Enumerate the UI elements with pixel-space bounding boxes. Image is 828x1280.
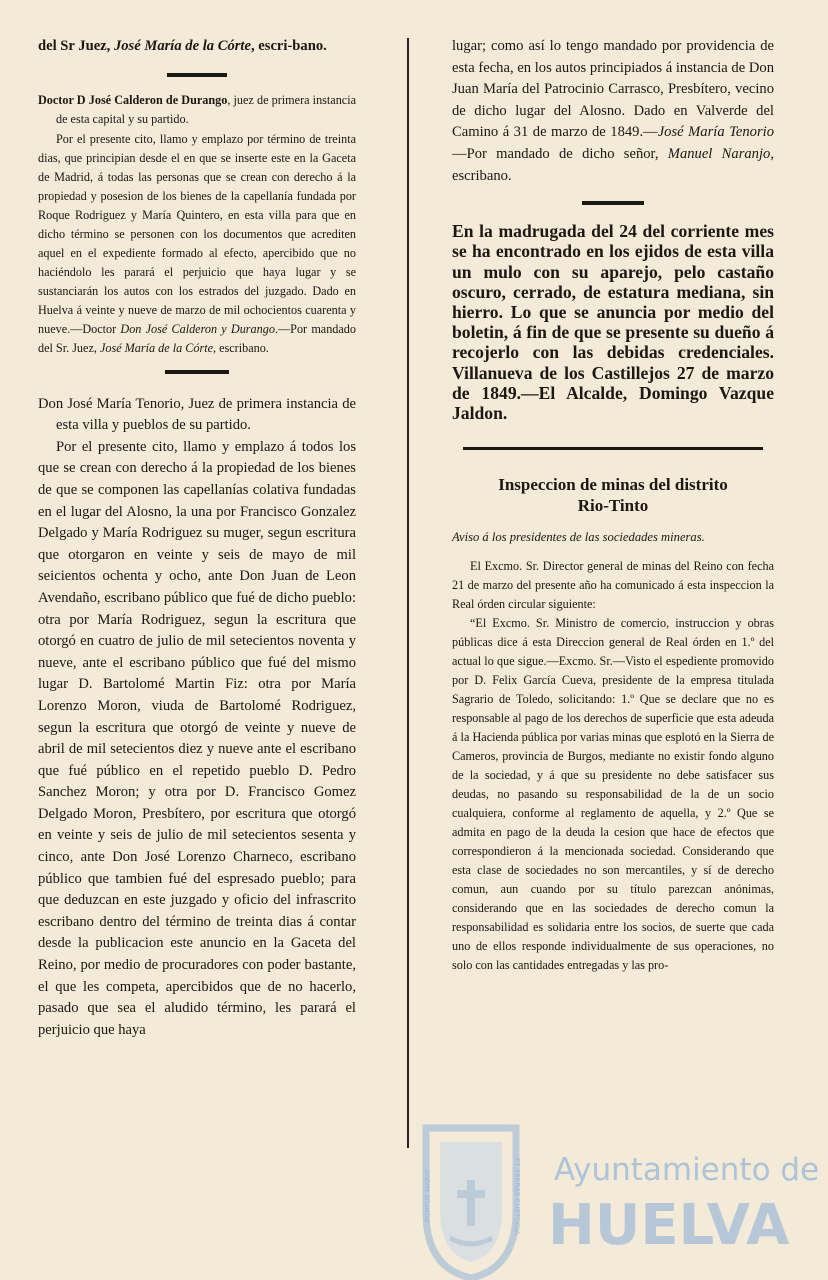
top-fragment-name: José María de la Córte <box>113 38 251 54</box>
left-column <box>38 0 356 1041</box>
top-fragment-tail: , escri-bano. <box>250 38 327 54</box>
seal-icon <box>426 1128 516 1278</box>
column-divider <box>407 38 409 1148</box>
separator-rule <box>165 370 229 374</box>
top-fragment <box>38 36 356 58</box>
seal-text-left: PORTUS MARIS <box>424 1169 432 1222</box>
watermark-line2: HUELVA <box>548 1193 790 1258</box>
notice-calderon-lead: Doctor D José Calderon de Durango <box>38 92 228 107</box>
notice-calderon-sig-name2: José María de la Córte <box>99 340 214 355</box>
seal-text-right: ET TERRAE CUSTODIA <box>513 1158 521 1235</box>
top-fragment-text: del Sr Juez, <box>38 38 114 54</box>
notice-calderon-sig-c: , escribano. <box>213 340 269 355</box>
notice-calderon-sig-name: Don José Calderon y Durango <box>120 321 275 336</box>
mines-paragraph-2: “El Excmo. Sr. Ministro de comercio, instruccion y obras públicas dice á esta Direccion general de Real órden en 1.º del actual lo que sigue.—Excmo. Sr.—Visto el espediente promovido por D. Felix García Cueva, presidente de la empresa titulada Sagrario de Toledo, solicitando: 1.º Que se declare que no es responsable al pago de los derechos de superficie que esta adeuda á la Hacienda pública por varias minas que esplotó en la Sierra de Cameros, provincia de Burgos, mediante no existir fondo alguno de la sociedad, y á que su presidente no debe satisfacer sus deudas, no pasando su responsabilidad de la de un socio cualquiera, conforme al reglamento de aquella, y 2.º Que se admita en pago de la deuda la cesion que hace de efectos que correspondieron á la mencionada sociedad. Considerando que esta clase de sociedades no son mercantiles, y sí de derecho comun, aun cuando por su título parezcan anónimas, considerando que en las sociedades de derecho comun la responsabilidad es solidaria entre los socios, de suerte que cada uno de ellos responde individualmente de sus operaciones, no solo con las cantidades entregadas y las pro- <box>452 616 774 973</box>
notice-calderon <box>38 91 356 358</box>
continuation-name2: Manuel Naranjo <box>667 145 771 162</box>
separator-rule <box>582 201 644 205</box>
notice-tenorio-heading: Don José María Tenorio, Juez de primera instancia de esta villa y pueblos de su partido. <box>38 395 356 434</box>
notice-calderon-heading-rest: , juez de primera instancia de esta capital y su partido. <box>56 92 357 126</box>
notice-tenorio-body: Por el presente cito, llamo y emplazo á todos los que se crean con derecho á la propiedad de los bienes de que se componen las capellanías colativa fundadas en el lugar del Alosno, la una por Francisco Gonzalez Delgado y María Rodriguez su muger, segun escritura que otorgaron en veinte y seis de mayo de mil seicientos ochenta y ocho, ante Don Juan de Leon Avendaño, escribano público que fué de dicho pueblo: otra por María Rodriguez, segun la escritura que otorgó en cuatro de julio de mil setecientos noventa y nueve, ante el escribano público que fué del mismo lugar D. Bartolomé Martin Fiz: otra por María Lorenzo Moron, viuda de Bartolomé Rodriguez, segun la escritura que otorgó de veinte y nueve de abril de mil setecientos diez y nueve ante el escribano que fué público en el repetido pueblo D. Pedro Sanchez Moron; y otra por D. Francisco Gomez Delgado Moron, Presbítero, por escritura que otorgó en veinte y seis de julio de mil setecientos sesenta y cinco, ante Don José Lorenzo Charneco, escribano público que tambien fué del espresado pueblo; para que deduzcan en este juzgado y oficio del infrascrito escribano dentro del término de treinta dias á contar desde la publicacion este anuncio en la Gaceta del Reino, por medio de procuradores con poder bastante, el que les competa, apercibidos que de no hacerlo, pasado que sea el aludido término, les parará el perjuicio que haya <box>38 438 356 1038</box>
mule-notice: En la madrugada del 24 del corriente mes se ha encontrado en los ejidos de esta villa un mulo con su aparejo, pelo castaño oscuro, cerrado, de estatura mediana, sin hierro. Lo que se anuncia por medio del boletin, á fin de que se presente su dueño á recojerlo con las debidas credenciales. Villanueva de los Castillejos 27 de marzo de 1849.—El Alcalde, Domingo Vazque Jaldon. <box>452 221 774 423</box>
notice-calderon-sig-a: —Doctor <box>70 321 121 336</box>
notice-calderon-body <box>38 130 356 358</box>
notice-calderon-heading <box>38 91 356 129</box>
ayuntamiento-watermark <box>420 1062 820 1280</box>
tenorio-continuation <box>452 36 774 187</box>
mines-title-line1: Inspeccion de minas del distrito <box>498 475 728 495</box>
continuation-text-b: —Por mandado de dicho señor, <box>452 145 668 162</box>
mines-subtitle: Aviso á los presidentes de las sociedades mineras. <box>452 530 705 545</box>
watermark-line1: Ayuntamiento de <box>554 1152 820 1188</box>
mines-title-line2: Rio-Tinto <box>577 496 649 516</box>
continuation-text-c: , escribano. <box>452 145 774 184</box>
mines-paragraph-1: El Excmo. Sr. Director general de minas del Reino con fecha 21 de marzo del presente año ha comunicado á esta inspeccion la Real órden circular siguiente: <box>452 559 774 612</box>
notice-tenorio <box>38 394 356 1042</box>
separator-rule <box>167 73 227 77</box>
continuation-text: lugar; como así lo tengo mandado por providencia de esta fecha, en los autos principiados á instancia de Don Juan María del Patrocinio Carrasco, Presbítero, vecino de dicho lugar del Alosno. Dado en Valverde del Camino á 31 de marzo de 1849.— <box>452 38 774 141</box>
notice-calderon-text: Por el presente cito, llamo y emplazo por término de treinta dias, que principian desde el en que se inserte este en la Gaceta de Madrid, á todas las personas que se crean con derecho á la propiedad y posesion de los bienes de la capellanía fundada por Roque Rodriguez y María Quintero, en esta villa para que en dicho término se personen con los documentos que acrediten aquel en el expediente formado al efecto, apercibido que no haciéndolo les parará el perjuicio que haya lugar y se sustanciarán los autos con los estrados del juzgado. Dado en Huelva á veinte y nueve de marzo de mil ochocientos cuarenta y nueve. <box>38 131 356 336</box>
continuation-name1: José María Tenorio <box>657 124 774 141</box>
separator-rule <box>463 447 763 450</box>
mines-section <box>452 474 774 975</box>
notice-calderon-sig-b: .—Por mandado del Sr. Juez, <box>38 321 356 355</box>
right-column <box>452 0 774 975</box>
